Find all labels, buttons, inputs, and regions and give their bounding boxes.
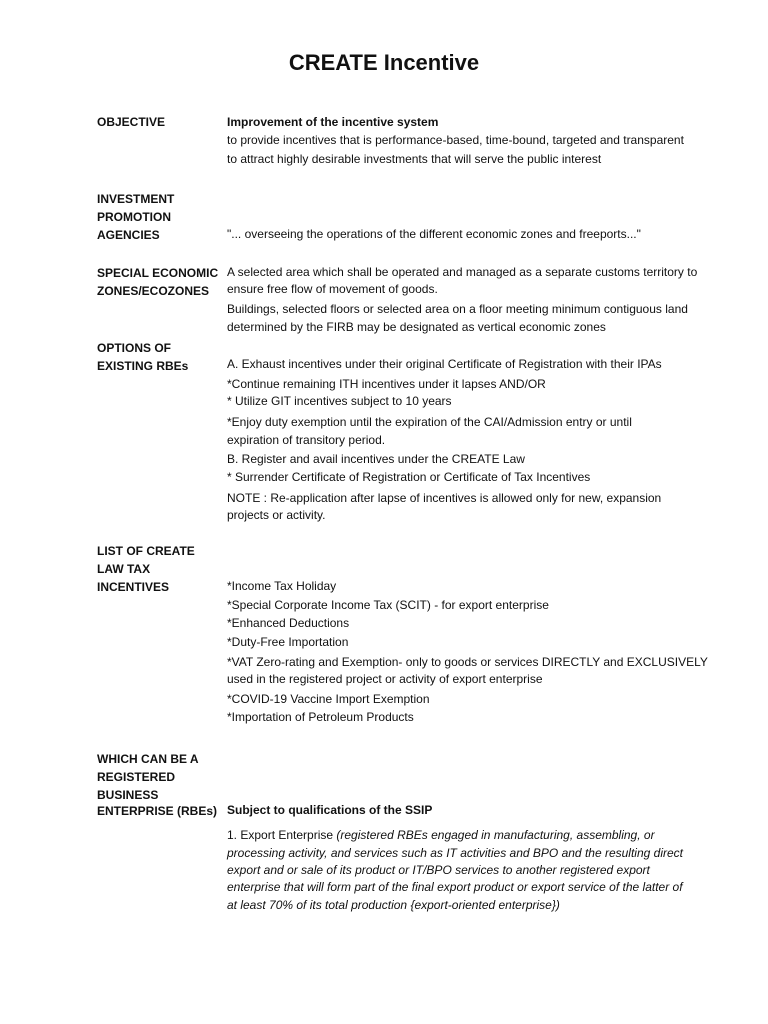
objective-line-1: to provide incentives that is performance-based, time-bound, targeted and transparent xyxy=(227,133,684,147)
rbe-item-1-line-3: export and or sale of its product or IT/BPO services to another registered export xyxy=(227,863,650,877)
rbe-item-1-line-1 xyxy=(227,827,727,844)
options-a-item-3-line-2: expiration of transitory period. xyxy=(227,433,386,447)
options-a: A. Exhaust incentives under their original Certificate of Registration with their IPAs xyxy=(227,357,662,371)
rbe-item-1-desc: (registered RBEs engaged in manufacturing, assembling, or xyxy=(336,828,655,842)
incentives-label-line-3: INCENTIVES xyxy=(97,580,170,594)
incentive-item-6: *COVID-19 Vaccine Import Exemption xyxy=(227,692,430,706)
incentive-item-5-line-1: *VAT Zero-rating and Exemption- only to goods or services DIRECTLY and EXCLUSIVELY xyxy=(227,655,708,669)
page-title: CREATE Incentive xyxy=(288,50,480,75)
ipa-label-line-1: INVESTMENT xyxy=(97,192,175,206)
objective-line-2: to attract highly desirable investments that will serve the public interest xyxy=(227,152,602,166)
incentive-item-2: *Special Corporate Income Tax (SCIT) - for export enterprise xyxy=(227,598,549,612)
ipa-text: "... overseeing the operations of the different economic zones and freeports..." xyxy=(227,227,641,241)
objective-label: OBJECTIVE xyxy=(97,115,166,129)
rbe-label-line-3: BUSINESS xyxy=(97,788,159,802)
options-a-item-1: *Continue remaining ITH incentives under it lapses AND/OR xyxy=(227,377,546,391)
sez-p1-line-2: ensure free flow of movement of goods. xyxy=(227,282,438,296)
sez-label-line-1: SPECIAL ECONOMIC xyxy=(97,266,219,280)
incentive-item-7: *Importation of Petroleum Products xyxy=(227,710,414,724)
incentives-label-line-1: LIST OF CREATE xyxy=(97,544,195,558)
sez-p1-line-1: A selected area which shall be operated and managed as a separate customs territory to xyxy=(227,265,698,279)
ipa-label-line-3: AGENCIES xyxy=(97,228,160,242)
options-a-item-2: * Utilize GIT incentives subject to 10 years xyxy=(227,394,452,408)
options-note-line-2: projects or activity. xyxy=(227,508,326,522)
options-label-line-2: EXISTING RBEs xyxy=(97,359,189,373)
incentive-item-1: *Income Tax Holiday xyxy=(227,579,337,593)
incentive-item-5-line-2: used in the registered project or activity of export enterprise xyxy=(227,672,543,686)
options-label-line-1: OPTIONS OF xyxy=(97,341,172,355)
rbe-label-line-4: ENTERPRISE (RBEs) xyxy=(97,804,218,818)
options-b: B. Register and avail incentives under the CREATE Law xyxy=(227,452,525,466)
rbe-heading: Subject to qualifications of the SSIP xyxy=(227,803,433,817)
sez-p2-line-1: Buildings, selected floors or selected area on a floor meeting minimum contiguous land xyxy=(227,302,688,316)
incentive-item-3: *Enhanced Deductions xyxy=(227,616,350,630)
rbe-item-1-lead: 1. Export Enterprise xyxy=(227,828,337,842)
rbe-item-1-line-5: at least 70% of its total production {export-oriented enterprise}) xyxy=(227,898,560,912)
options-b-item-1: * Surrender Certificate of Registration or Certificate of Tax Incentives xyxy=(227,470,591,484)
rbe-item-1-line-2: processing activity, and services such as IT activities and BPO and the resulting direct xyxy=(227,846,683,860)
options-a-item-3-line-1: *Enjoy duty exemption until the expiration of the CAI/Admission entry or until xyxy=(227,415,632,429)
incentive-item-4: *Duty-Free Importation xyxy=(227,635,349,649)
sez-label-line-2: ZONES/ECOZONES xyxy=(97,284,210,298)
sez-p2-line-2: determined by the FIRB may be designated as vertical economic zones xyxy=(227,320,606,334)
options-note-line-1: NOTE : Re-application after lapse of incentives is allowed only for new, expansion xyxy=(227,491,662,505)
rbe-label-line-1: WHICH CAN BE A xyxy=(97,752,199,766)
incentives-label-line-2: LAW TAX xyxy=(97,562,151,576)
ipa-label-line-2: PROMOTION xyxy=(97,210,171,224)
rbe-label-line-2: REGISTERED xyxy=(97,770,176,784)
objective-heading: Improvement of the incentive system xyxy=(227,115,439,129)
rbe-item-1-line-4: enterprise that will form part of the final export product or export service of the latter of xyxy=(227,880,683,894)
